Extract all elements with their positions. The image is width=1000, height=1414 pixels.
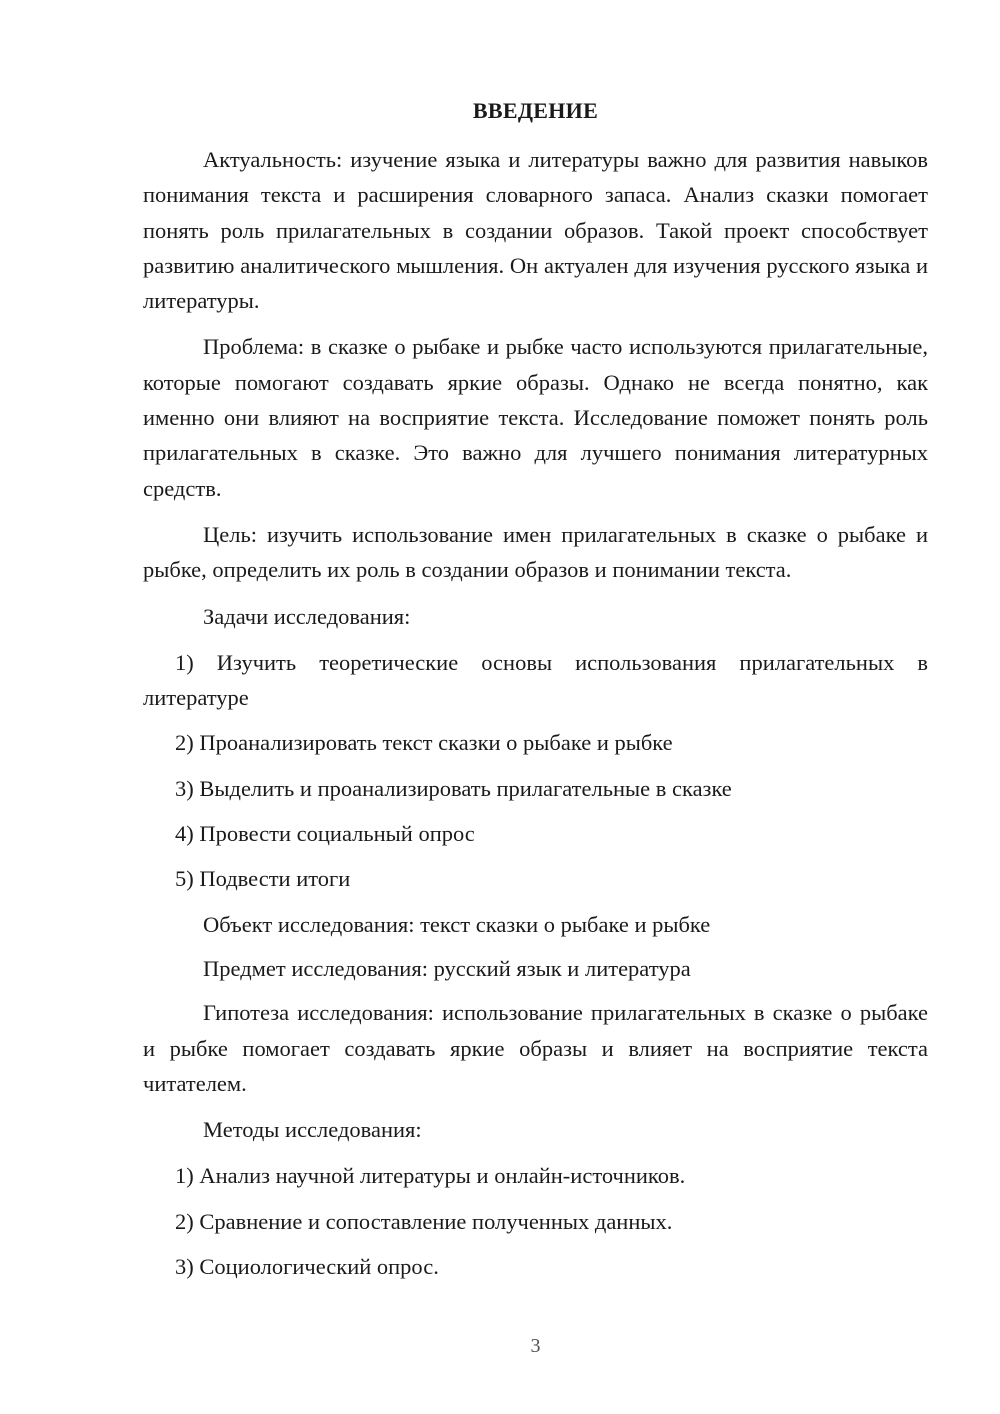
document-body [143, 142, 928, 1294]
method-item: 2) Сравнение и сопоставление полученных данных. [175, 1208, 673, 1234]
object-paragraph: Объект исследования: текст сказки о рыбаке и рыбке [203, 911, 711, 937]
problem-paragraph: Проблема: в сказке о рыбаке и рыбке часто используются прилагательные, которые помогают создавать яркие образы. Однако не всегда понятно, как именно они влияют на восприятие текста. Исследование поможет понять роль прилагательных в сказке. Это важно для лучшего понимания литературных средств. [143, 334, 928, 501]
task-item: 1) Изучить теоретические основы использования прилагательных в литературе [143, 649, 928, 711]
method-item: 1) Анализ научной литературы и онлайн-источников. [175, 1163, 686, 1189]
page-number: 3 [530, 1335, 541, 1357]
document-page [143, 0, 928, 1414]
task-item: 5) Подвести итоги [175, 866, 351, 892]
task-item: 4) Провести социальный опрос [175, 821, 475, 847]
tasks-heading: Задачи исследования: [203, 603, 411, 629]
subject-paragraph: Предмет исследования: русский язык и литература [203, 955, 691, 981]
methods-heading: Методы исследования: [203, 1117, 422, 1143]
hypothesis-paragraph: Гипотеза исследования: использование прилагательных в сказке о рыбаке и рыбке помогает создавать яркие образы и влияет на восприятие текста читателем. [143, 1000, 928, 1096]
relevance-paragraph: Актуальность: изучение языка и литературы важно для развития навыков понимания текста и расширения словарного запаса. Анализ сказки помогает понять роль прилагательных в создании образов. Такой проект способствует развитию аналитического мышления. Он актуален для изучения русского языка и литературы. [143, 147, 928, 314]
task-item: 2) Проанализировать текст сказки о рыбаке и рыбке [175, 730, 673, 756]
goal-paragraph: Цель: изучить использование имен прилагательных в сказке о рыбаке и рыбке, определить их роль в создании образов и понимании текста. [143, 521, 928, 583]
section-title: ВВЕДЕНИЕ [472, 98, 599, 123]
task-item: 3) Выделить и проанализировать прилагательные в сказке [175, 775, 732, 801]
method-item: 3) Социологический опрос. [175, 1254, 439, 1280]
